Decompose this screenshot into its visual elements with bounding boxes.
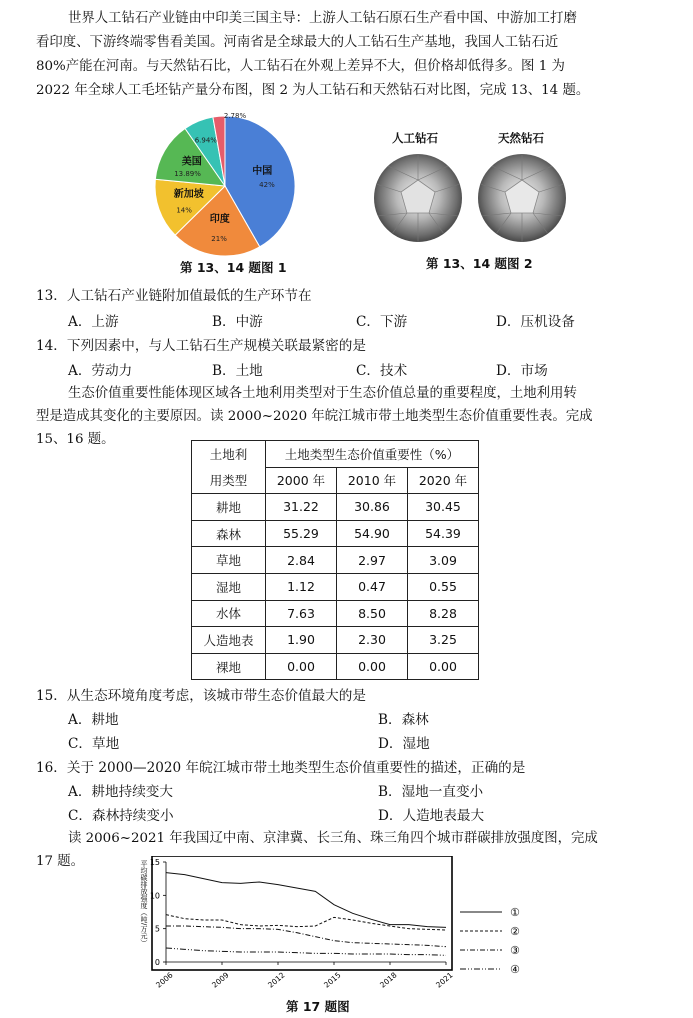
series-line	[166, 873, 446, 928]
intro-line-4: 2022 年全球人工毛坯钻产量分布图，图 2 为人工钻石和天然钻石对比图，完成 13、14 题。	[36, 83, 590, 98]
cell: 8.28	[408, 600, 479, 627]
figure17-caption: 第 17 题图	[286, 999, 350, 1014]
series-line	[166, 948, 446, 955]
pie-label: 新加坡	[173, 188, 204, 200]
diamond-comparison-image	[370, 126, 570, 246]
intro-line-3: 80%产能在河南。与天然钻石比，人工钻石在外观上差异不大，但价格却低得多。图 1 为	[36, 59, 565, 74]
pie-percent: 42%	[259, 180, 275, 189]
land-value-table	[191, 440, 479, 680]
row-name: 裸地	[192, 653, 266, 680]
row-name: 水体	[192, 600, 266, 627]
q15-option-a[interactable]: A．耕地	[68, 712, 119, 728]
y-tick-label: 0	[154, 958, 160, 967]
pie-label: 美国	[181, 156, 202, 168]
q16-stem: 16．关于 2000—2020 年皖江城市带土地类型生态价值重要性的描述，正确的是	[36, 760, 526, 776]
cell: 0.55	[408, 573, 479, 600]
table-year-2010: 2010 年	[337, 467, 408, 494]
series-line	[166, 926, 446, 947]
cell: 2.97	[337, 547, 408, 574]
x-tick-label: 2021	[434, 970, 455, 990]
table-row	[192, 520, 479, 547]
table-row	[192, 627, 479, 654]
q13-option-a[interactable]: A．上游	[68, 314, 119, 330]
q14-option-a[interactable]: A．劳动力	[68, 363, 133, 379]
intro3-line-2: 17 题。	[36, 854, 85, 869]
legend-label: ①	[510, 906, 520, 919]
intro3-line-1: 读 2006~2021 年我国辽中南、京津冀、长三角、珠三角四个城市群碳排放强度图，完成	[68, 831, 598, 846]
table-header-type-b: 用类型	[192, 467, 266, 494]
plot-frame	[149, 856, 452, 970]
legend-label: ③	[510, 944, 520, 957]
q16-option-c[interactable]: C．森林持续变小	[68, 808, 174, 824]
q16-option-d[interactable]: D．人造地表最大	[378, 808, 485, 824]
pie-percent: 14%	[176, 206, 192, 215]
natural-diamond-label: 天然钻石	[498, 131, 544, 145]
q14-stem: 14．下列因素中，与人工钻石生产规模关联最紧密的是	[36, 338, 366, 354]
cell: 30.86	[337, 494, 408, 521]
x-tick-label: 2012	[266, 970, 287, 990]
intro2-line-1: 生态价值重要性能体现区域各土地利用类型对于生态价值总量的重要程度，土地利用转	[68, 386, 577, 401]
figure1-caption: 第 13、14 题图 1	[180, 260, 287, 275]
q13-option-b[interactable]: B．中游	[212, 314, 263, 330]
pie-percent: 13.89%	[174, 170, 201, 179]
row-name: 森林	[192, 520, 266, 547]
row-name: 湿地	[192, 573, 266, 600]
q15-option-b[interactable]: B．森林	[378, 712, 429, 728]
pie-label: 中国	[252, 166, 273, 178]
x-tick-label: 2009	[210, 970, 231, 990]
legend-label: ④	[510, 963, 520, 976]
cell: 7.63	[266, 600, 337, 627]
cell: 2.30	[337, 627, 408, 654]
table-header-value: 土地类型生态价值重要性（%）	[266, 441, 479, 468]
cell: 1.12	[266, 573, 337, 600]
q13-option-d[interactable]: D．压机设备	[496, 314, 575, 330]
cell: 31.22	[266, 494, 337, 521]
synthetic-diamond	[374, 154, 462, 242]
x-tick-label: 2006	[154, 970, 175, 990]
row-name: 耕地	[192, 494, 266, 521]
intro2-line-3: 15、16 题。	[36, 432, 115, 447]
cell: 0.00	[266, 653, 337, 680]
intro2-line-2: 型是造成其变化的主要原因。读 2000~2020 年皖江城市带土地类型生态价值重要性表。完成	[36, 409, 593, 424]
table-row	[192, 494, 479, 521]
cell: 2.84	[266, 547, 337, 574]
figure2-caption: 第 13、14 题图 2	[426, 256, 533, 271]
intro-line-2: 看印度、下游终端零售看美国。河南省是全球最大的人工钻石生产基地，我国人工钻石近	[36, 35, 559, 50]
table-year-2000: 2000 年	[266, 467, 337, 494]
q16-option-b[interactable]: B．湿地一直变小	[378, 784, 484, 800]
pie-percent: 21%	[211, 234, 227, 243]
table-row	[192, 573, 479, 600]
table-row	[192, 653, 479, 680]
line-chart	[130, 856, 550, 996]
pie-percent: 6.94%	[194, 136, 217, 145]
y-axis-label: 平均碳排放强度（吨/万元）	[140, 860, 148, 947]
y-tick-label: 10	[149, 891, 160, 901]
pie-label: 印度	[209, 214, 230, 226]
q14-option-c[interactable]: C．技术	[356, 363, 408, 379]
cell: 1.90	[266, 627, 337, 654]
cell: 3.25	[408, 627, 479, 654]
cell: 3.09	[408, 547, 479, 574]
cell: 55.29	[266, 520, 337, 547]
cell: 54.90	[337, 520, 408, 547]
intro-line-1: 世界人工钻石产业链由中印美三国主导：上游人工钻石原石生产看中国、中游加工打磨	[68, 11, 577, 26]
q15-option-c[interactable]: C．草地	[68, 736, 120, 752]
row-name: 草地	[192, 547, 266, 574]
q13-option-c[interactable]: C．下游	[356, 314, 408, 330]
x-tick-label: 2015	[322, 970, 343, 990]
cell: 8.50	[337, 600, 408, 627]
x-tick-label: 2018	[378, 970, 399, 990]
table-year-2020: 2020 年	[408, 467, 479, 494]
cell: 30.45	[408, 494, 479, 521]
q15-option-d[interactable]: D．湿地	[378, 736, 430, 752]
q15-stem: 15．从生态环境角度考虑，该城市带生态价值最大的是	[36, 688, 366, 704]
y-tick-label: 15	[149, 858, 160, 867]
q13-stem: 13．人工钻石产业链附加值最低的生产环节在	[36, 288, 312, 304]
legend-label: ②	[510, 925, 520, 938]
q16-option-a[interactable]: A．耕地持续变大	[68, 784, 173, 800]
q14-option-d[interactable]: D．市场	[496, 363, 548, 379]
synthetic-diamond-label: 人工钻石	[392, 131, 438, 145]
cell: 0.47	[337, 573, 408, 600]
pie-chart	[150, 106, 300, 258]
row-name: 人造地表	[192, 627, 266, 654]
cell: 0.00	[408, 653, 479, 680]
table-row	[192, 600, 479, 627]
y-tick-label: 5	[154, 924, 160, 934]
q14-option-b[interactable]: B．土地	[212, 363, 263, 379]
table-row	[192, 547, 479, 574]
cell: 54.39	[408, 520, 479, 547]
natural-diamond	[478, 154, 566, 242]
pie-percent: 2.78%	[223, 112, 247, 120]
series-line	[166, 915, 446, 930]
cell: 0.00	[337, 653, 408, 680]
table-header-type-a: 土地利	[192, 441, 266, 468]
